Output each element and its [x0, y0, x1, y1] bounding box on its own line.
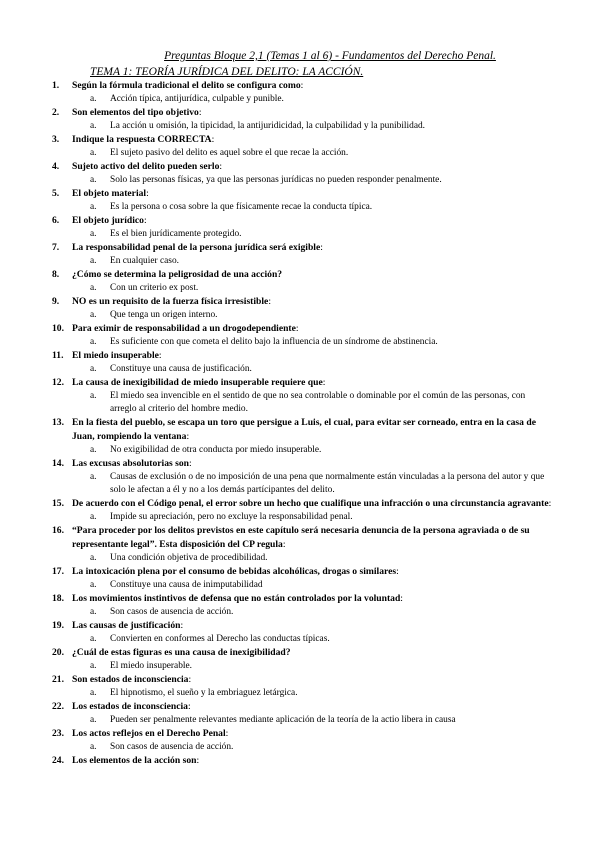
- question-colon: :: [186, 431, 190, 442]
- question-text: [72, 497, 552, 511]
- answer-text: Impide su apreciación, pero no excluye la responsabilidad penal.: [110, 512, 353, 522]
- question-number: 14.: [52, 458, 64, 469]
- question-text: [72, 106, 552, 120]
- question-number: 19.: [52, 620, 64, 631]
- question-number: 6.: [52, 215, 60, 226]
- question-colon: :: [225, 728, 229, 739]
- question-colon: :: [158, 350, 162, 361]
- question-text: [72, 457, 552, 471]
- question-text: [72, 673, 552, 687]
- question-item: [52, 322, 552, 336]
- answer-letter: a.: [90, 201, 97, 212]
- answer-letter: a.: [90, 174, 97, 185]
- answer-letter: a.: [90, 309, 97, 320]
- question-text: [72, 349, 552, 363]
- question-number: 23.: [52, 728, 64, 739]
- answer-text: Es suficiente con que cometa el delito bajo la influencia de un síndrome de abstinencia.: [110, 336, 438, 347]
- question-number: 5.: [52, 188, 60, 199]
- question-text: [72, 214, 552, 228]
- question-stem: De acuerdo con el Código penal, el error sobre un hecho que cualifique una infracción o una circunstancia agravante: [72, 498, 549, 510]
- answer-item: [90, 363, 552, 376]
- answer-letter: a.: [90, 714, 97, 725]
- question-stem: Son estados de inconsciencia: [72, 674, 189, 685]
- question-colon: :: [189, 458, 192, 469]
- answer-letter: a.: [90, 147, 97, 158]
- question-text: [72, 700, 552, 714]
- question-stem: El objeto material: [72, 188, 147, 199]
- question-item: [52, 133, 552, 147]
- question-stem: Son elementos del tipo objetivo: [72, 107, 199, 118]
- question-item: [52, 754, 552, 768]
- question-stem: ¿Cómo se determina la peligrosidad de una acción?: [72, 269, 283, 280]
- question-item: [52, 106, 552, 120]
- answer-item: [90, 93, 552, 106]
- question-colon: :: [187, 701, 191, 712]
- question-number: 17.: [52, 566, 64, 577]
- question-stem: Los estados de inconsciencia: [72, 701, 188, 712]
- question-item: [52, 295, 552, 309]
- answer-item: [90, 471, 552, 498]
- answer-letter: a.: [90, 444, 97, 455]
- answer-letter: a.: [90, 579, 97, 590]
- answer-letter: a.: [90, 255, 97, 266]
- question-text: [72, 133, 552, 147]
- answer-item: [90, 174, 552, 187]
- question-text: [72, 754, 552, 768]
- question-item: [52, 214, 552, 228]
- question-stem: Para eximir de responsabilidad a un drogodependiente: [72, 323, 296, 334]
- question-item: [52, 376, 552, 390]
- answer-text: Convierten en conformes al Derecho las conductas típicas.: [110, 633, 330, 644]
- question-stem: La intoxicación plena por el consumo de bebidas alcohólicas, drogas o similares: [72, 566, 397, 577]
- answer-letter: a.: [90, 512, 97, 522]
- answer-text: La acción u omisión, la tipicidad, la antijuridicidad, la culpabilidad y la punibilidad.: [110, 120, 426, 131]
- question-number: 8.: [52, 269, 60, 280]
- question-item: [52, 187, 552, 201]
- answer-item: [90, 444, 552, 457]
- question-number: 16.: [52, 525, 64, 537]
- question-list: [52, 79, 552, 768]
- answer-letter: a.: [90, 336, 97, 347]
- answer-item: [90, 552, 552, 565]
- answer-text: El hipnotismo, el sueño y la embriaguez letárgica.: [110, 687, 298, 698]
- question-number: 15.: [52, 498, 64, 510]
- question-item: [52, 673, 552, 687]
- answer-item: [90, 714, 552, 727]
- answer-item: [90, 336, 552, 349]
- question-text: [72, 295, 552, 309]
- question-stem: El objeto jurídico: [72, 215, 144, 226]
- answer-item: [90, 741, 552, 754]
- question-item: [52, 160, 552, 174]
- answer-item: [90, 660, 552, 673]
- question-stem: Sujeto activo del delito pueden serlo: [72, 161, 220, 172]
- question-text: [72, 376, 552, 390]
- answer-text: El miedo sea invencible en el sentido de que no sea controlable o dominable por el común de las personas, con arreglo al criterio del hombre medio.: [110, 390, 526, 414]
- answer-text: Una condición objetiva de procedibilidad.: [110, 552, 268, 563]
- question-stem: Los movimientos instintivos de defensa que no están controlados por la voluntad: [72, 593, 401, 604]
- question-colon: :: [300, 80, 304, 91]
- question-colon: :: [211, 134, 215, 145]
- question-text: [72, 187, 552, 201]
- question-colon: :: [188, 674, 192, 685]
- question-colon: :: [400, 593, 403, 604]
- question-item: [52, 416, 552, 443]
- answer-text: El sujeto pasivo del delito es aquel sobre el que recae la acción.: [110, 147, 349, 158]
- answer-text: Constituye una causa de justificación.: [110, 363, 252, 374]
- question-number: 13.: [52, 417, 64, 429]
- question-stem: ¿Cuál de estas figuras es una causa de inexigibilidad?: [72, 647, 291, 658]
- question-colon: :: [143, 215, 147, 226]
- question-colon: :: [548, 498, 552, 510]
- question-number: 9.: [52, 296, 60, 307]
- answer-letter: a.: [90, 120, 97, 131]
- answer-item: [90, 228, 552, 241]
- answer-item: [90, 606, 552, 619]
- question-colon: :: [396, 566, 399, 577]
- answer-letter: a.: [90, 687, 97, 698]
- question-colon: :: [196, 755, 200, 766]
- question-item: [52, 727, 552, 741]
- section-subtitle: TEMA 1: TEORÍA JURÍDICA DEL DELITO: LA ACCIÓN.: [90, 66, 364, 78]
- answer-text: Constituye una causa de inimputabilidad: [110, 579, 263, 590]
- question-number: 7.: [52, 242, 60, 253]
- question-item: [52, 646, 552, 660]
- question-item: [52, 79, 552, 93]
- answer-text: Son casos de ausencia de acción.: [110, 606, 234, 617]
- answer-text: El miedo insuperable.: [110, 660, 193, 671]
- question-item: [52, 241, 552, 255]
- answer-item: [90, 309, 552, 322]
- answer-item: [90, 201, 552, 214]
- answer-item: [90, 390, 552, 417]
- answer-text: No exigibilidad de otra conducta por miedo insuperable.: [110, 444, 322, 455]
- question-item: [52, 457, 552, 471]
- answer-item: [90, 511, 552, 524]
- question-item: [52, 700, 552, 714]
- question-stem: Las causas de justificación: [72, 620, 181, 631]
- question-number: 22.: [52, 701, 64, 712]
- question-stem: NO es un requisito de la fuerza física irresistible: [72, 296, 269, 307]
- question-colon: :: [180, 620, 184, 631]
- question-number: 10.: [52, 323, 64, 334]
- question-stem: Los elementos de la acción son: [72, 755, 197, 766]
- answer-item: [90, 255, 552, 268]
- question-text: [72, 619, 552, 633]
- answer-item: [90, 147, 552, 160]
- question-stem: Los actos reflejos en el Derecho Penal: [72, 728, 226, 739]
- answer-text: En cualquier caso.: [110, 255, 179, 266]
- answer-text: Acción típica, antijurídica, culpable y punible.: [110, 93, 284, 104]
- answer-letter: a.: [90, 741, 97, 752]
- question-item: [52, 349, 552, 363]
- question-item: [52, 592, 552, 606]
- answer-item: [90, 282, 552, 295]
- answer-text: Son casos de ausencia de acción.: [110, 741, 234, 752]
- question-text: [72, 79, 552, 93]
- answer-item: [90, 120, 552, 133]
- answer-text: Es el bien jurídicamente protegido.: [110, 228, 242, 239]
- answer-letter: a.: [90, 471, 97, 482]
- question-number: 12.: [52, 377, 64, 388]
- question-number: 18.: [52, 593, 64, 604]
- question-stem: Las excusas absolutorias son: [72, 458, 190, 469]
- question-colon: :: [320, 242, 323, 253]
- question-colon: :: [146, 188, 149, 199]
- document-title: Preguntas Bloque 2,1 (Temas 1 al 6) - Fundamentos del Derecho Penal.: [164, 50, 496, 62]
- question-number: 2.: [52, 107, 60, 118]
- answer-letter: a.: [90, 228, 97, 239]
- answer-text: Con un criterio ex post.: [110, 282, 199, 293]
- answer-letter: a.: [90, 660, 97, 671]
- question-colon: :: [322, 377, 326, 388]
- question-item: [52, 497, 552, 511]
- answer-letter: a.: [90, 93, 97, 104]
- question-colon: :: [268, 296, 271, 307]
- answer-text: Causas de exclusión o de no imposición de una pena que normalmente están vinculadas a la persona del autor y que solo le afectan a él y no a los demás partícipantes del delito.: [110, 471, 545, 495]
- question-text: [72, 524, 552, 551]
- question-number: 3.: [52, 134, 60, 145]
- answer-text: Que tenga un origen interno.: [110, 309, 218, 320]
- answer-letter: a.: [90, 633, 97, 644]
- answer-letter: a.: [90, 390, 97, 401]
- question-text: [72, 592, 552, 606]
- question-text: [72, 416, 552, 443]
- answer-item: [90, 687, 552, 700]
- answer-text: Pueden ser penalmente relevantes mediante aplicación de la teoría de la actio libera in causa: [110, 714, 456, 725]
- question-text: [72, 268, 552, 282]
- question-text: [72, 565, 552, 579]
- question-number: 1.: [52, 80, 60, 91]
- question-colon: :: [198, 107, 202, 118]
- question-number: 4.: [52, 161, 60, 172]
- question-stem: En la fiesta del pueblo, se escapa un toro que persigue a Luis, el cual, para evitar ser corneado, entra en la casa de Juan, rompiendo la ventana: [72, 417, 536, 442]
- answer-letter: a.: [90, 552, 97, 563]
- question-item: [52, 524, 552, 551]
- question-number: 11.: [52, 350, 64, 361]
- question-colon: :: [219, 161, 223, 172]
- question-text: [72, 160, 552, 174]
- question-number: 20.: [52, 647, 64, 658]
- answer-item: [90, 633, 552, 646]
- question-stem: La causa de inexigibilidad de miedo insuperable requiere que: [72, 377, 323, 388]
- question-stem: Indique la respuesta CORRECTA: [72, 134, 212, 145]
- question-item: [52, 565, 552, 579]
- question-colon: :: [295, 323, 299, 334]
- question-text: [72, 646, 552, 660]
- question-text: [72, 322, 552, 336]
- answer-text: Solo las personas físicas, ya que las personas jurídicas no pueden responder penalmente.: [110, 174, 442, 185]
- question-text: [72, 727, 552, 741]
- answer-letter: a.: [90, 282, 97, 293]
- question-number: 21.: [52, 674, 64, 685]
- question-item: [52, 619, 552, 633]
- question-text: [72, 241, 552, 255]
- question-stem: El miedo insuperable: [72, 350, 159, 361]
- question-item: [52, 268, 552, 282]
- answer-letter: a.: [90, 363, 97, 374]
- answer-letter: a.: [90, 606, 97, 617]
- answer-text: Es la persona o cosa sobre la que físicamente recae la conducta típica.: [110, 201, 373, 212]
- answer-item: [90, 579, 552, 592]
- question-stem: La responsabilidad penal de la persona jurídica será exigible: [72, 242, 321, 253]
- question-stem: Según la fórmula tradicional el delito se configura como: [72, 80, 301, 91]
- question-stem: “Para proceder por los delitos previstos en este capítulo será necesaria denuncia de la persona agraviada o de su representante legal”. Esta disposición del CP regula: [72, 525, 530, 550]
- question-number: 24.: [52, 755, 64, 766]
- question-colon: :: [282, 539, 286, 550]
